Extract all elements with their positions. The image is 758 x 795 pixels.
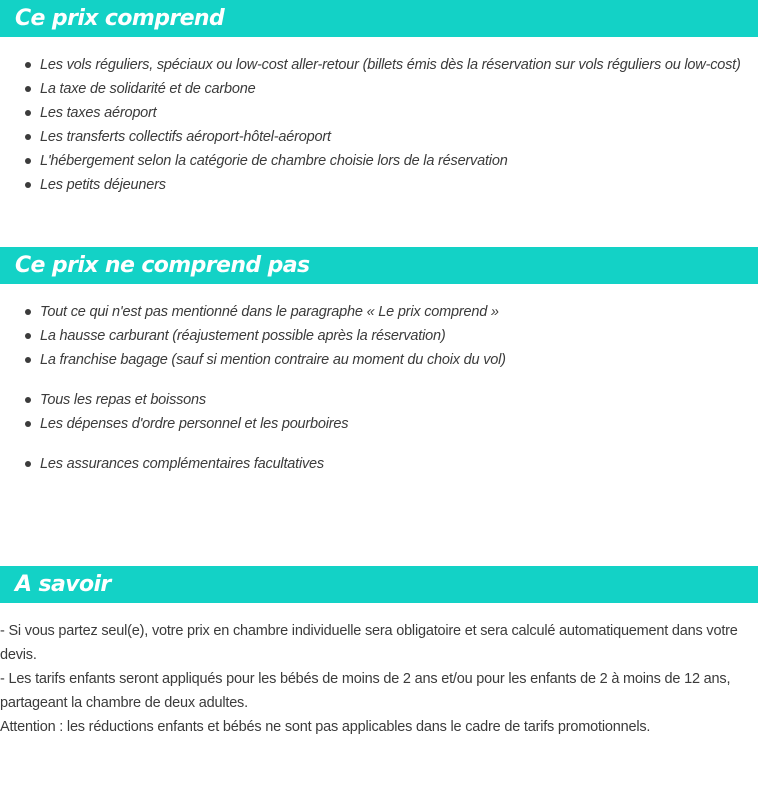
a-savoir-paragraph: - Les tarifs enfants seront appliqués pour les bébés de moins de 2 ans et/ou pour les enfants de 2 à moins de 12 ans, partageant la chambre de deux adultes. (0, 671, 731, 711)
list-item (0, 53, 758, 77)
a-savoir-paragraph: Attention : les réductions enfants et bébés ne sont pas applicables dans le cadre de tarifs promotionnels. (0, 719, 651, 735)
list-item-text: Les dépenses d'ordre personnel et les pourboires (40, 416, 349, 432)
list-item-text: Les assurances complémentaires facultatives (40, 456, 324, 472)
list-item (0, 324, 758, 348)
list-item-text: L'hébergement selon la catégorie de chambre choisie lors de la réservation (40, 153, 508, 169)
section-title-comprend: Ce prix comprend (15, 6, 225, 31)
list-item (0, 348, 758, 372)
bullet-icon (25, 134, 31, 140)
list-item-text: Les transferts collectifs aéroport-hôtel-aéroport (40, 129, 331, 145)
list-item (0, 77, 758, 101)
section-header-ne-comprend-pas (0, 247, 758, 284)
list-item-text: Tout ce qui n'est pas mentionné dans le paragraphe « Le prix comprend » (40, 304, 499, 320)
list-item (0, 300, 758, 324)
list-item-text: La franchise bagage (sauf si mention contraire au moment du choix du vol) (40, 352, 506, 368)
list-item-text: Les taxes aéroport (40, 105, 157, 121)
list-item (0, 101, 758, 125)
bullet-icon (25, 182, 31, 188)
bullet-icon (25, 421, 31, 427)
list-item (0, 412, 758, 436)
a-savoir-paragraph: - Si vous partez seul(e), votre prix en chambre individuelle sera obligatoire et sera calculé automatiquement dans votre devis. (0, 623, 738, 663)
list-item-text: Tous les repas et boissons (40, 392, 206, 408)
bullet-icon (25, 397, 31, 403)
list-item-text: La hausse carburant (réajustement possible après la réservation) (40, 328, 446, 344)
list-item-text: Les vols réguliers, spéciaux ou low-cost aller-retour (billets émis dès la réservation sur vols réguliers ou low-cost) (40, 57, 741, 73)
bullet-icon (25, 62, 31, 68)
list-item (0, 452, 758, 476)
section-header-comprend (0, 0, 758, 37)
list-item (0, 388, 758, 412)
list-item (0, 173, 758, 197)
bullet-icon (25, 333, 31, 339)
bullet-icon (25, 86, 31, 92)
section-title-ne-comprend-pas: Ce prix ne comprend pas (15, 253, 310, 278)
list-item (0, 125, 758, 149)
list-item-text: Les petits déjeuners (40, 177, 166, 193)
section-header-a-savoir (0, 566, 758, 603)
bullet-icon (25, 110, 31, 116)
a-savoir-text (0, 619, 758, 739)
bullet-icon (25, 357, 31, 363)
list-ne-comprend-pas (0, 300, 758, 476)
bullet-icon (25, 309, 31, 315)
list-comprend (0, 53, 758, 197)
section-title-a-savoir: A savoir (15, 572, 111, 597)
list-item (0, 149, 758, 173)
list-item-text: La taxe de solidarité et de carbone (40, 81, 256, 97)
bullet-icon (25, 158, 31, 164)
bullet-icon (25, 461, 31, 467)
